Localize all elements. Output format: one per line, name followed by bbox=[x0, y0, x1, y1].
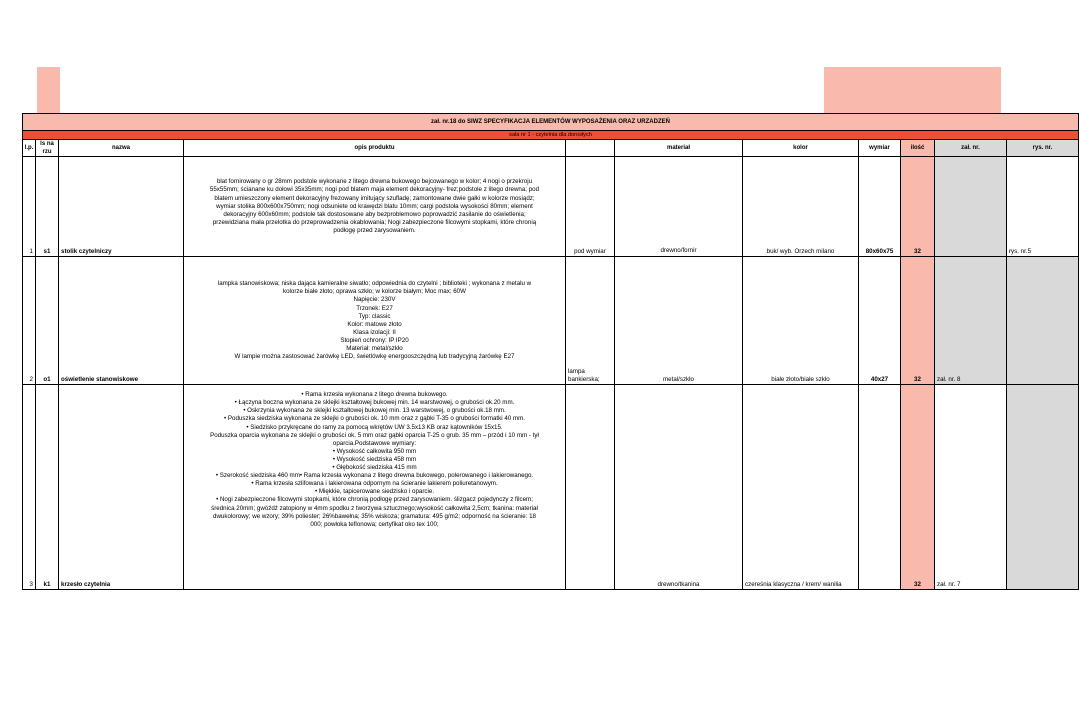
row-lp: 3 bbox=[23, 385, 36, 590]
row-opis bbox=[184, 385, 566, 590]
row-wymiar: 80x60x75 bbox=[859, 157, 901, 257]
row-zal bbox=[935, 157, 1007, 257]
title-row bbox=[23, 114, 1079, 131]
desc-line: • Głębokość siedziska 415 mm bbox=[332, 464, 417, 472]
header-symbol: ls na rzu bbox=[36, 140, 59, 157]
row-extra: pod wymiar bbox=[566, 157, 615, 257]
desc-line: • Miękkie, tapicerowane siedzisko i oparcie. bbox=[314, 488, 435, 496]
header-wymiar: wymiar bbox=[859, 140, 901, 157]
desc-line: kolorze białe złoto; oprawa szkło; w kolorze białym; Moc max: 60W bbox=[283, 288, 466, 296]
row-symbol: o1 bbox=[36, 257, 59, 385]
row-symbol: k1 bbox=[36, 385, 59, 590]
table-row bbox=[23, 385, 1079, 590]
table-row bbox=[23, 257, 1079, 385]
desc-line: podłogę przed zarysowaniem. bbox=[333, 226, 416, 234]
desc-line: 55x55mm; ścianane ku dołowi 35x35mm; nogi pod blatem maja element dekoracyjny- frez;podstole z litego drewna; pod bbox=[209, 186, 540, 194]
row-kolor: buk/ wyb. Orzech milano bbox=[743, 157, 859, 257]
row-nazwa: stolik czytelniczy bbox=[59, 157, 184, 257]
top-right-highlight bbox=[824, 67, 1001, 113]
desc-line: średnica 20mm; gwóźdź zatopiony w 4mm spodku z tworzywa sztucznego;wysokość całkowita 2,5cm; tkanina: materiał bbox=[211, 504, 538, 512]
desc-line: dekoracyjny 600x60mm; podstole tak dostosowane aby bezproblemowo poprowadzić zasilanie do oświetlenia; bbox=[223, 210, 526, 218]
desc-line: 000; powłoka teflonowa; certyfikat oko tex 100; bbox=[310, 520, 439, 528]
header-rys: rys. nr. bbox=[1007, 140, 1079, 157]
table-row bbox=[23, 157, 1079, 257]
header-opis: opis produktu bbox=[184, 140, 566, 157]
extra-line: lampa bbox=[568, 368, 585, 375]
desc-line: dwukolorowy; we wzory; 39% poliester; 26%bawełna; 35% wiskoza; gramatura: 495 g/m2; odporność na ścieranie: 18 bbox=[213, 512, 536, 520]
row-lp: 2 bbox=[23, 257, 36, 385]
desc-line: • Oskrzynia wykonana ze sklejki kształtowej bukowej min. 13 warstwowej, o grubości ok.18 mm. bbox=[243, 407, 506, 415]
desc-line: blatem umieszczony element dekoracyjny frezowany imitujący szufladę; zamontowane dwie gałki w kolorze mosiądz; bbox=[214, 194, 535, 202]
row-extra bbox=[566, 257, 615, 385]
desc-line: Materiał: metal/szkło bbox=[346, 344, 403, 352]
desc-line: lampka stanowiskowa; niska dająca kamieralne siwatło; odpowiednia do czytelni ; biblioteki ; wykonana z metalu w bbox=[217, 280, 532, 288]
row-rys: rys. nr.5 bbox=[1007, 157, 1079, 257]
row-rys bbox=[1007, 385, 1079, 590]
desc-line: • Poduszka siedziska wykonana ze sklejki o grubości ok. 10 mm oraz z gąbki T-35 o grubości formatki 40 mm. bbox=[224, 415, 525, 423]
row-material: metal/szkło bbox=[615, 257, 743, 385]
specification-table bbox=[22, 113, 1079, 590]
row-rys bbox=[1007, 257, 1079, 385]
row-symbol: s1 bbox=[36, 157, 59, 257]
section-title: sala nr 1 - czytelnia dla dorosłych bbox=[23, 131, 1079, 140]
header-ilosc: ilość bbox=[901, 140, 935, 157]
header-zal: zał. nr. bbox=[935, 140, 1007, 157]
row-opis bbox=[184, 257, 566, 385]
row-zal: zał. nr. 7 bbox=[935, 385, 1007, 590]
row-nazwa: oświetlenie stanowiskowe bbox=[59, 257, 184, 385]
row-ilosc: 32 bbox=[901, 385, 935, 590]
desc-line: Stopień ochrony: IP IP20 bbox=[340, 336, 409, 344]
desc-line: Typ: classic bbox=[358, 312, 391, 320]
row-material: drewno/fornir bbox=[615, 157, 743, 257]
header-blank bbox=[566, 140, 615, 157]
desc-line: • Nogi zabezpieczone filcowymi stopkami, które chronią podłogę przed zarysowaniem. ślizgacz pojedynczy z filcem; bbox=[216, 496, 533, 504]
desc-line: • Rama krzesła szlifowana i lakierowana odpornym na ścieranie lakierem poliuretanowym. bbox=[251, 480, 498, 488]
header-lp: l.p. bbox=[23, 140, 36, 157]
extra-line: bankierska; bbox=[568, 376, 600, 384]
row-material: drewno/tkanina bbox=[615, 385, 743, 590]
row-zal: zał. nr. 8 bbox=[935, 257, 1007, 385]
header-material: materiał bbox=[615, 140, 743, 157]
section-row bbox=[23, 131, 1079, 140]
desc-line: Trzonek: E27 bbox=[356, 304, 393, 312]
desc-line: Poduszka oparcia wykonana ze sklejki o grubości ok. 5 mm oraz gąbki oparcia T-25 o grub. 35 mm – przód i 10 mm - tył bbox=[210, 431, 539, 439]
desc-line: Klasa izolacji: II bbox=[353, 328, 396, 336]
desc-line: wymiar stolika 800x600x750mm; nogi odsuniete od krawędzi blatu 10mm; cargi podstoła wysokości 80mm; element bbox=[216, 202, 533, 210]
desc-line: blat fornirowany o gr 28mm podstole wykonane z litego drewna bukowego bejcowanego w kolor; 4 nogi o przekroju bbox=[216, 178, 533, 186]
row-wymiar bbox=[859, 385, 901, 590]
desc-line: • Wysokość całkowita 950 mm bbox=[332, 447, 417, 455]
desc-line: • Wysokość siedziska 458 mm bbox=[332, 455, 417, 463]
row-kolor: czereśnia klasyczna / krem/ wanilia bbox=[743, 385, 859, 590]
row-wymiar: 40x27 bbox=[859, 257, 901, 385]
desc-line: Napięcie: 230V bbox=[353, 296, 396, 304]
row-kolor: białe złoto/białe szkło bbox=[743, 257, 859, 385]
desc-line: • Rama krzesła wykonana z litego drewna bukowego. bbox=[301, 391, 448, 399]
row-ilosc: 32 bbox=[901, 257, 935, 385]
desc-line: Kolor: matowe złoto bbox=[347, 320, 402, 328]
row-opis bbox=[184, 157, 566, 257]
row-nazwa: krzesło czytelnia bbox=[59, 385, 184, 590]
row-lp: 1 bbox=[23, 157, 36, 257]
header-kolor: kolor bbox=[743, 140, 859, 157]
desc-line: • Łączyna boczna wykonana ze sklejki kształtowej bukowej min. 14 warstwowej, o grubości ok.20 mm. bbox=[234, 399, 515, 407]
desc-line: oparcia.Podstawowe wymiary: bbox=[332, 439, 417, 447]
header-nazwa: nazwa bbox=[59, 140, 184, 157]
desc-line: przewidziana mała przelotka do przeprowadzenia okablowania; Nogi zabezpieczone filcowymi stopkami, które chronią bbox=[212, 218, 537, 226]
document-title: zał. nr.18 do SIWZ SPECYFIKACJA ELEMENTÓW WYPOSAŻENIA ORAZ URZADZEŃ bbox=[23, 114, 1079, 131]
header-row bbox=[23, 140, 1079, 157]
desc-line: • Szerokość siedziska 460 mm• Rama krzesła wykonana z litego drewna bukowego, polerowanego i lakierowanego. bbox=[215, 472, 534, 480]
desc-line: W lampie można zastosować żarówkę LED, świetlówkę energooszczędną lub tradycyjną żarówkę E27 bbox=[234, 353, 515, 361]
desc-line: • Siedzisko przykręcane do ramy za pomocą wkrętów UW 3.5x13 KB oraz kątowników 15x15. bbox=[246, 423, 503, 431]
row-ilosc: 32 bbox=[901, 157, 935, 257]
top-left-highlight bbox=[37, 67, 60, 113]
row-extra bbox=[566, 385, 615, 590]
